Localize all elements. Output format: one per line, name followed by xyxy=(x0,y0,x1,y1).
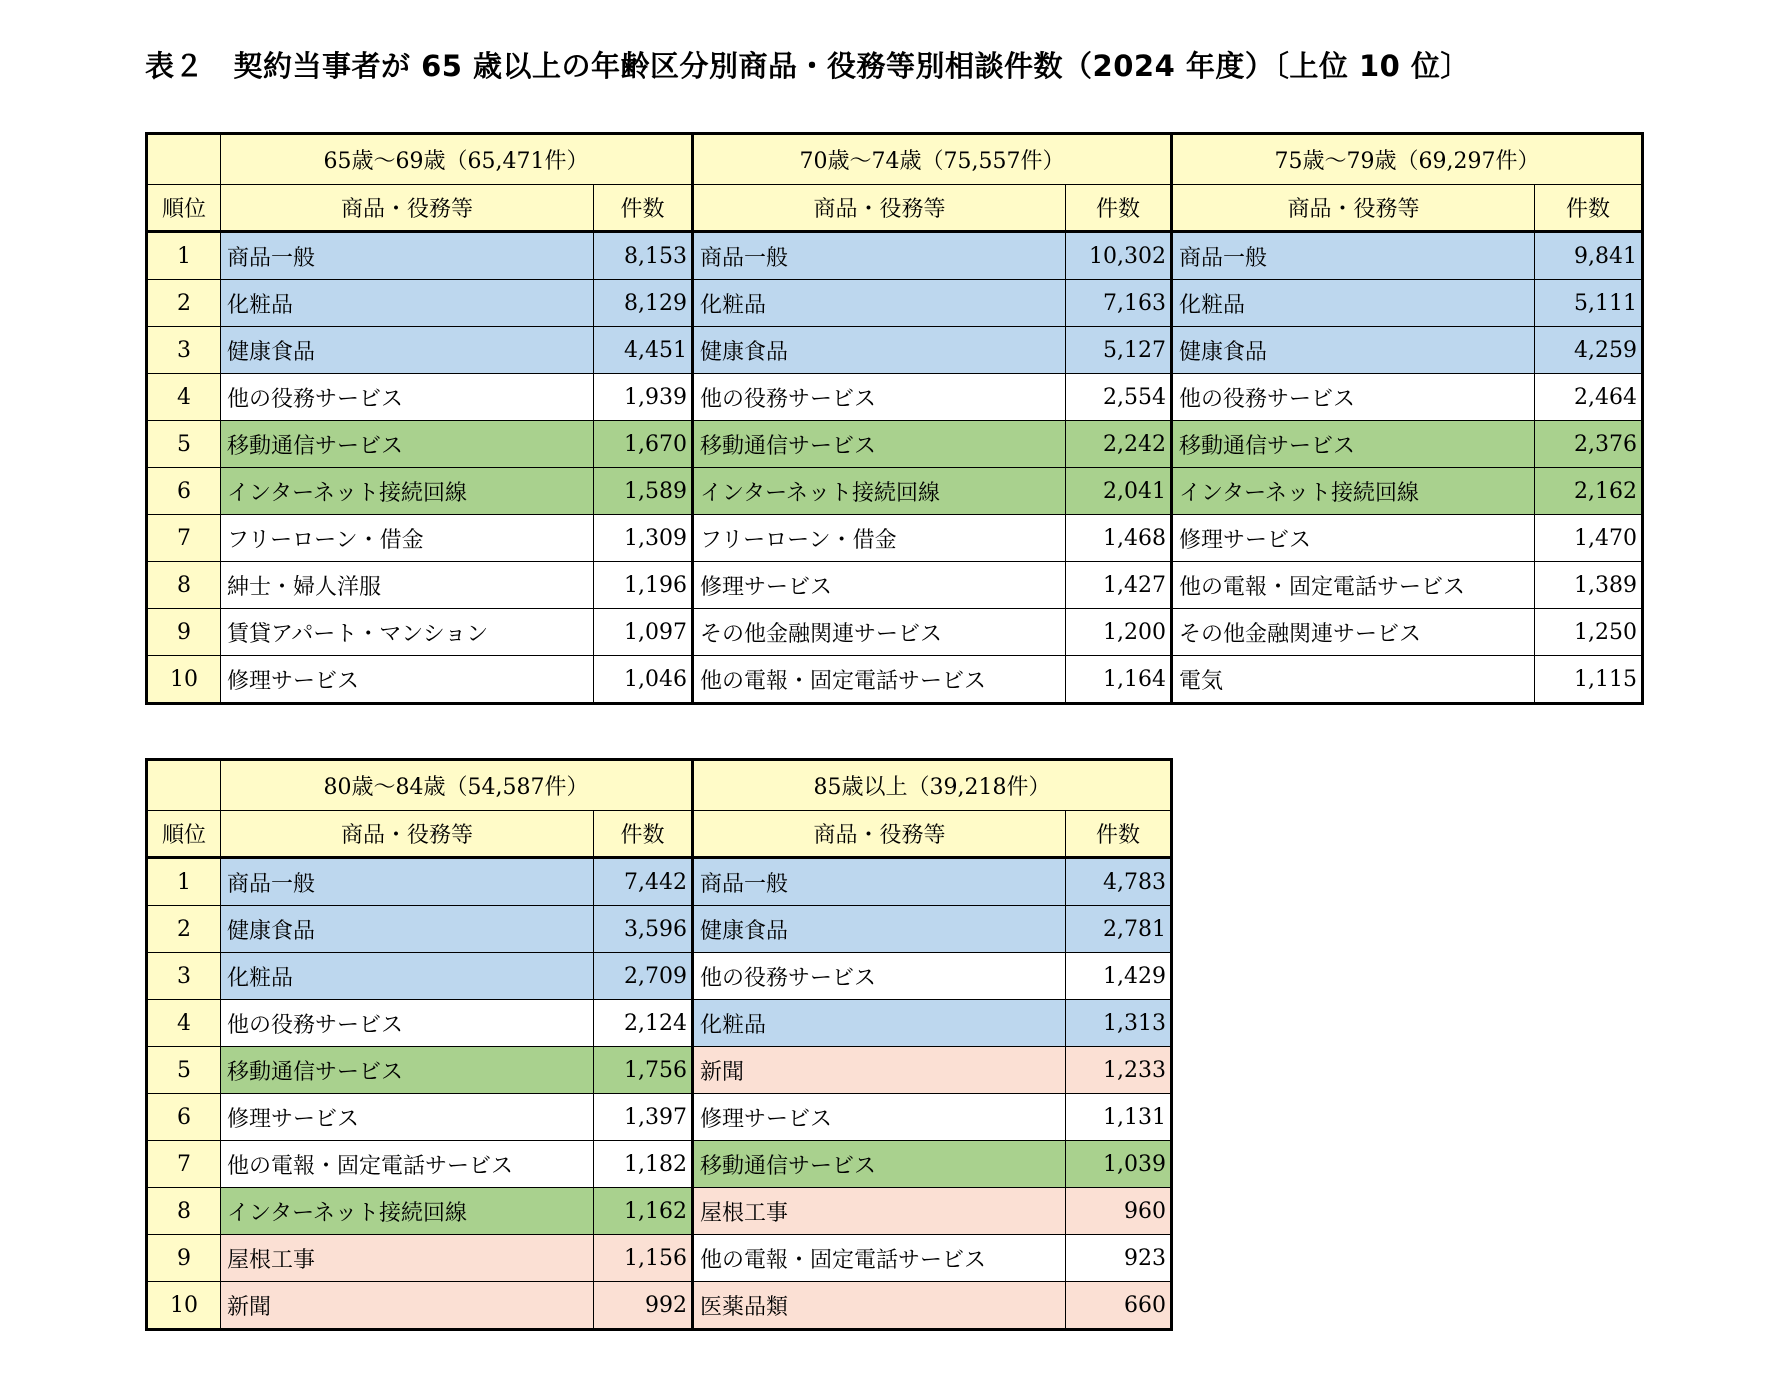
item-cell: 修理サービス xyxy=(693,1094,1066,1141)
table-row xyxy=(147,906,1172,953)
rank-cell: 2 xyxy=(147,906,221,953)
item-cell: 他の役務サービス xyxy=(693,953,1066,1000)
count-cell: 1,389 xyxy=(1535,562,1643,609)
count-cell: 8,153 xyxy=(594,232,693,280)
count-cell: 1,429 xyxy=(1066,953,1172,1000)
item-cell: 化粧品 xyxy=(693,1000,1066,1047)
table-row xyxy=(147,1000,1172,1047)
count-cell: 8,129 xyxy=(594,280,693,327)
rank-cell: 1 xyxy=(147,858,221,906)
item-cell: 他の役務サービス xyxy=(221,1000,594,1047)
item-cell: 修理サービス xyxy=(221,656,594,704)
item-column-header: 商品・役務等 xyxy=(1172,185,1535,232)
item-cell: フリーローン・借金 xyxy=(221,515,594,562)
item-cell: 屋根工事 xyxy=(221,1235,594,1282)
item-cell: 移動通信サービス xyxy=(693,421,1066,468)
rank-cell: 4 xyxy=(147,1000,221,1047)
item-cell: 屋根工事 xyxy=(693,1188,1066,1235)
item-cell: 商品一般 xyxy=(221,232,594,280)
count-cell: 1,196 xyxy=(594,562,693,609)
count-cell: 5,111 xyxy=(1535,280,1643,327)
table-row xyxy=(147,953,1172,1000)
count-cell: 1,756 xyxy=(594,1047,693,1094)
item-cell: インターネット接続回線 xyxy=(1172,468,1535,515)
item-cell: 移動通信サービス xyxy=(221,1047,594,1094)
count-cell: 1,470 xyxy=(1535,515,1643,562)
age-group-header: 80歳～84歳（54,587件） xyxy=(221,760,693,811)
item-cell: 修理サービス xyxy=(1172,515,1535,562)
count-column-header: 件数 xyxy=(594,811,693,858)
item-cell: 他の電報・固定電話サービス xyxy=(693,1235,1066,1282)
count-cell: 2,124 xyxy=(594,1000,693,1047)
item-cell: 商品一般 xyxy=(693,232,1066,280)
item-cell: 他の役務サービス xyxy=(1172,374,1535,421)
ranking-table-lower xyxy=(145,758,1173,1331)
count-column-header: 件数 xyxy=(1535,185,1643,232)
item-cell: 健康食品 xyxy=(221,327,594,374)
count-cell: 2,376 xyxy=(1535,421,1643,468)
table-row xyxy=(147,468,1643,515)
count-cell: 4,259 xyxy=(1535,327,1643,374)
table-row xyxy=(147,1094,1172,1141)
rank-cell: 6 xyxy=(147,1094,221,1141)
count-cell: 4,783 xyxy=(1066,858,1172,906)
count-cell: 1,309 xyxy=(594,515,693,562)
table-row xyxy=(147,515,1643,562)
table-row xyxy=(147,609,1643,656)
item-cell: 新聞 xyxy=(221,1282,594,1330)
count-cell: 2,709 xyxy=(594,953,693,1000)
item-cell: インターネット接続回線 xyxy=(221,468,594,515)
rank-cell: 6 xyxy=(147,468,221,515)
item-cell: その他金融関連サービス xyxy=(1172,609,1535,656)
count-cell: 1,097 xyxy=(594,609,693,656)
count-cell: 2,554 xyxy=(1066,374,1172,421)
item-cell: 他の電報・固定電話サービス xyxy=(221,1141,594,1188)
count-column-header: 件数 xyxy=(594,185,693,232)
rank-column-header: 順位 xyxy=(147,811,221,858)
item-cell: 化粧品 xyxy=(693,280,1066,327)
age-group-header: 85歳以上（39,218件） xyxy=(693,760,1172,811)
count-cell: 1,131 xyxy=(1066,1094,1172,1141)
table-row xyxy=(147,656,1643,704)
item-cell: 電気 xyxy=(1172,656,1535,704)
count-cell: 1,670 xyxy=(594,421,693,468)
item-cell: 化粧品 xyxy=(1172,280,1535,327)
item-cell: 新聞 xyxy=(693,1047,1066,1094)
item-column-header: 商品・役務等 xyxy=(693,185,1066,232)
item-cell: 商品一般 xyxy=(1172,232,1535,280)
item-cell: フリーローン・借金 xyxy=(693,515,1066,562)
group-header-row xyxy=(147,134,1643,185)
count-cell: 2,162 xyxy=(1535,468,1643,515)
item-column-header: 商品・役務等 xyxy=(693,811,1066,858)
count-column-header: 件数 xyxy=(1066,185,1172,232)
count-cell: 1,182 xyxy=(594,1141,693,1188)
count-cell: 1,115 xyxy=(1535,656,1643,704)
item-column-header: 商品・役務等 xyxy=(221,811,594,858)
count-cell: 660 xyxy=(1066,1282,1172,1330)
item-cell: 修理サービス xyxy=(693,562,1066,609)
rank-cell: 2 xyxy=(147,280,221,327)
column-header-row xyxy=(147,185,1643,232)
corner-cell xyxy=(147,134,221,185)
corner-cell xyxy=(147,760,221,811)
count-cell: 2,242 xyxy=(1066,421,1172,468)
count-cell: 10,302 xyxy=(1066,232,1172,280)
count-cell: 2,464 xyxy=(1535,374,1643,421)
age-group-header: 70歳～74歳（75,557件） xyxy=(693,134,1172,185)
item-cell: その他金融関連サービス xyxy=(693,609,1066,656)
ranking-table-upper xyxy=(145,132,1644,705)
item-column-header: 商品・役務等 xyxy=(221,185,594,232)
count-cell: 7,163 xyxy=(1066,280,1172,327)
item-cell: 移動通信サービス xyxy=(1172,421,1535,468)
group-header-row xyxy=(147,760,1172,811)
item-cell: 他の役務サービス xyxy=(693,374,1066,421)
item-cell: 医薬品類 xyxy=(693,1282,1066,1330)
count-cell: 9,841 xyxy=(1535,232,1643,280)
item-cell: 化粧品 xyxy=(221,953,594,1000)
count-cell: 1,156 xyxy=(594,1235,693,1282)
item-cell: 他の電報・固定電話サービス xyxy=(1172,562,1535,609)
rank-column-header: 順位 xyxy=(147,185,221,232)
count-cell: 1,200 xyxy=(1066,609,1172,656)
age-group-header: 75歳～79歳（69,297件） xyxy=(1172,134,1643,185)
item-cell: 他の電報・固定電話サービス xyxy=(693,656,1066,704)
count-cell: 923 xyxy=(1066,1235,1172,1282)
count-cell: 960 xyxy=(1066,1188,1172,1235)
rank-cell: 4 xyxy=(147,374,221,421)
count-cell: 1,250 xyxy=(1535,609,1643,656)
count-cell: 7,442 xyxy=(594,858,693,906)
item-cell: 紳士・婦人洋服 xyxy=(221,562,594,609)
count-cell: 1,164 xyxy=(1066,656,1172,704)
rank-cell: 9 xyxy=(147,609,221,656)
item-cell: 化粧品 xyxy=(221,280,594,327)
table-row xyxy=(147,232,1643,280)
count-column-header: 件数 xyxy=(1066,811,1172,858)
count-cell: 1,468 xyxy=(1066,515,1172,562)
item-cell: 健康食品 xyxy=(221,906,594,953)
rank-cell: 8 xyxy=(147,1188,221,1235)
count-cell: 4,451 xyxy=(594,327,693,374)
count-cell: 1,589 xyxy=(594,468,693,515)
table-row xyxy=(147,1235,1172,1282)
rank-cell: 8 xyxy=(147,562,221,609)
table-row xyxy=(147,1282,1172,1330)
rank-cell: 5 xyxy=(147,1047,221,1094)
rank-cell: 10 xyxy=(147,656,221,704)
item-cell: 修理サービス xyxy=(221,1094,594,1141)
table-row xyxy=(147,562,1643,609)
count-cell: 1,939 xyxy=(594,374,693,421)
table-row xyxy=(147,421,1643,468)
count-cell: 5,127 xyxy=(1066,327,1172,374)
table-row xyxy=(147,280,1643,327)
table-row xyxy=(147,1188,1172,1235)
column-header-row xyxy=(147,811,1172,858)
count-cell: 3,596 xyxy=(594,906,693,953)
count-cell: 1,313 xyxy=(1066,1000,1172,1047)
table-row xyxy=(147,858,1172,906)
rank-cell: 3 xyxy=(147,953,221,1000)
item-cell: 賃貸アパート・マンション xyxy=(221,609,594,656)
count-cell: 1,162 xyxy=(594,1188,693,1235)
item-cell: 移動通信サービス xyxy=(221,421,594,468)
count-cell: 992 xyxy=(594,1282,693,1330)
count-cell: 1,427 xyxy=(1066,562,1172,609)
rank-cell: 7 xyxy=(147,515,221,562)
item-cell: 健康食品 xyxy=(1172,327,1535,374)
count-cell: 2,041 xyxy=(1066,468,1172,515)
count-cell: 1,039 xyxy=(1066,1141,1172,1188)
rank-cell: 10 xyxy=(147,1282,221,1330)
item-cell: 商品一般 xyxy=(221,858,594,906)
table-row xyxy=(147,374,1643,421)
table-row xyxy=(147,1047,1172,1094)
item-cell: 健康食品 xyxy=(693,327,1066,374)
item-cell: 健康食品 xyxy=(693,906,1066,953)
item-cell: インターネット接続回線 xyxy=(221,1188,594,1235)
rank-cell: 5 xyxy=(147,421,221,468)
item-cell: 他の役務サービス xyxy=(221,374,594,421)
rank-cell: 1 xyxy=(147,232,221,280)
item-cell: 商品一般 xyxy=(693,858,1066,906)
count-cell: 1,397 xyxy=(594,1094,693,1141)
item-cell: 移動通信サービス xyxy=(693,1141,1066,1188)
rank-cell: 3 xyxy=(147,327,221,374)
rank-cell: 9 xyxy=(147,1235,221,1282)
count-cell: 1,233 xyxy=(1066,1047,1172,1094)
age-group-header: 65歳～69歳（65,471件） xyxy=(221,134,693,185)
count-cell: 2,781 xyxy=(1066,906,1172,953)
rank-cell: 7 xyxy=(147,1141,221,1188)
table-row xyxy=(147,1141,1172,1188)
count-cell: 1,046 xyxy=(594,656,693,704)
table-row xyxy=(147,327,1643,374)
page-title: 表２ 契約当事者が 65 歳以上の年齢区分別商品・役務等別相談件数（2024 年度）〔上位 10 位〕 xyxy=(145,49,1470,83)
item-cell: インターネット接続回線 xyxy=(693,468,1066,515)
